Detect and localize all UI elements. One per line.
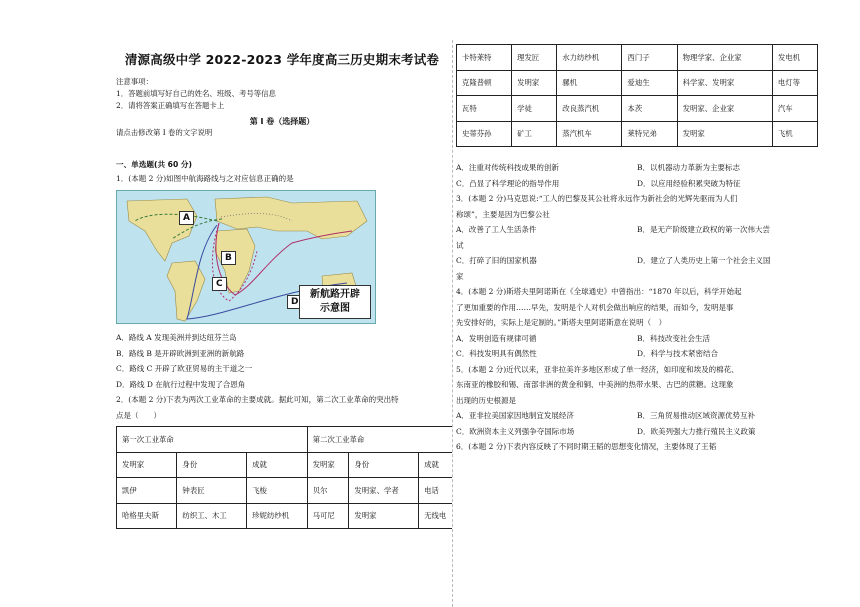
table-row — [457, 45, 818, 71]
table-cell: 蒸汽机车 — [557, 121, 622, 147]
table-cell: 飞机 — [772, 121, 817, 147]
q3-option-b-wrap: 试 — [456, 240, 464, 250]
table-cell: 贝尔 — [307, 478, 349, 504]
table-cell: 发明家 — [512, 70, 557, 96]
table-cell: 马可尼 — [307, 503, 349, 529]
table-cell: 卡特莱特 — [457, 45, 512, 71]
notice-heading: 注意事项： — [116, 77, 153, 86]
q4-options-row2 — [456, 346, 818, 362]
right-column — [456, 44, 818, 455]
q2-table-left — [116, 426, 452, 529]
q4-stem-line1: 4．(本题 2 分)斯塔夫里阿诺斯在《全球通史》中曾指出：“1870 年以后，科学开始起 — [456, 287, 742, 296]
q1-stem: 1．(本题 2 分)如图中航海路线与之对应信息正确的是 — [116, 174, 294, 183]
table-row — [117, 427, 453, 453]
q2-options-row2 — [456, 176, 818, 192]
table-cell: 发明家 — [307, 452, 349, 478]
route-label-c: C — [212, 277, 227, 291]
q2-options-row1 — [456, 160, 818, 176]
q1-option-a: A．路线 A 发现美洲并到达纽芬兰岛 — [116, 333, 237, 342]
q5-option-a: A．亚非拉美国家因地制宜发展经济 — [456, 411, 574, 420]
q1-option-d: D．路线 D 在航行过程中发现了合恩角 — [116, 379, 246, 389]
table-cell: 理发匠 — [512, 45, 557, 71]
table-row — [117, 478, 453, 504]
table-cell: 飞梭 — [247, 478, 307, 504]
table-cell: 成就 — [247, 452, 307, 478]
table-cell: 骡机 — [557, 70, 622, 96]
table-cell: 克隆普顿 — [457, 70, 512, 96]
table-cell: 钟表匠 — [177, 478, 247, 504]
map-title-line2: 示意图 — [320, 303, 350, 314]
table-cell: 哈格里夫斯 — [117, 503, 177, 529]
table-cell: 史蒂芬孙 — [457, 121, 512, 147]
q4-option-a: A．发明创造有规律可循 — [456, 333, 537, 343]
q2-option-b: B．以机器动力革新为主要标志 — [637, 163, 741, 172]
table-cell: 莱特兄弟 — [622, 121, 677, 147]
table-cell: 珍妮纺纱机 — [247, 503, 307, 529]
q3-option-a: A．改善了工人生活条件 — [456, 225, 537, 234]
table-cell: 水力纺纱机 — [557, 45, 622, 71]
table-cell: 凯伊 — [117, 478, 177, 504]
section-note: 请点击修改第 I 卷的文字说明 — [116, 128, 213, 137]
table-row — [457, 70, 818, 96]
table-cell: 汽车 — [772, 96, 817, 122]
q4-option-c: C．科技发明具有偶然性 — [456, 349, 537, 358]
table-cell: 第二次工业革命 — [307, 427, 452, 453]
table-cell: 本茨 — [622, 96, 677, 122]
q5-option-c: C．欧洲资本主义列强争夺国际市场 — [456, 426, 575, 436]
q4-stem-line3: 先安排好的，实际上是定制的。”斯塔夫里阿诺斯意在说明（ ） — [456, 318, 667, 327]
table-cell: 瓦特 — [457, 96, 512, 122]
table-cell: 电灯等 — [772, 70, 817, 96]
q3-option-d-wrap: 家 — [456, 271, 464, 281]
q2-stem-line2: 点是（ ） — [116, 410, 161, 420]
table-cell: 科学家、发明家 — [677, 70, 772, 96]
q5-stem-line2: 东南亚的橡胶和锡、南部非洲的黄金和铜、中美洲的热带水果、古巴的蔗糖。这现象 — [456, 380, 734, 389]
notice-1: 1．答题前填写好自己的姓名、班级、考号等信息 — [116, 89, 276, 98]
route-label-b: B — [221, 251, 236, 265]
q2-table-left-clip — [116, 426, 452, 529]
table-cell: 学徒 — [512, 96, 557, 122]
q5-option-d: D．欧美列强大力推行殖民主义政策 — [637, 426, 756, 436]
table-cell: 发明家 — [117, 452, 177, 478]
q3-option-b: B．是无产阶级建立政权的第一次伟大尝 — [637, 225, 771, 234]
q4-option-d: D．科学与技术紧密结合 — [637, 349, 719, 358]
table-cell: 发明家 — [677, 121, 772, 147]
exam-title: 清源高级中学 2022-2023 学年度高三历史期末考试卷 — [124, 52, 440, 67]
q2-table-right — [456, 44, 818, 147]
table-row — [457, 96, 818, 122]
table-cell: 身份 — [349, 452, 419, 478]
table-cell: 第一次工业革命 — [117, 427, 308, 453]
table-cell: 物理学家、企业家 — [677, 45, 772, 71]
table-row — [457, 121, 818, 147]
table-cell: 发明家、企业家 — [677, 96, 772, 122]
route-label-a: A — [179, 211, 194, 225]
q3-option-d: D．建立了人类历史上第一个社会主义国 — [637, 256, 771, 265]
q5-stem-line1: 5．(本题 2 分)近代以来，亚非拉美许多地区形成了单一经济，如印度和埃及的棉花、 — [456, 364, 739, 374]
table-cell: 纺织工、木工 — [177, 503, 247, 529]
q3-option-c: C．打碎了旧的国家机器 — [456, 256, 537, 265]
table-row — [117, 452, 453, 478]
table-cell: 改良蒸汽机 — [557, 96, 622, 122]
q4-stem-line2: 了更加重要的作用……早先，发明是个人对机会做出响应的结果，而如今，发明是事 — [456, 302, 734, 312]
q3-stem-line1: 3．(本题 2 分)马克思说:“工人的巴黎及其公社将永远作为新社会的光辉先驱而为人们 — [456, 194, 738, 203]
left-column — [116, 50, 448, 529]
q4-options-row1 — [456, 331, 818, 347]
table-cell: 矿工 — [512, 121, 557, 147]
table-row — [117, 503, 453, 529]
q2-option-d: D．以应用经验积累突破为特征 — [637, 178, 741, 188]
q6-stem: 6．(本题 2 分)下表内容反映了不同时期王韬的思想变化情况，主要体现了王韬 — [456, 442, 717, 451]
notice-2: 2．请将答案正确填写在答题卡上 — [116, 101, 225, 110]
q1-option-c: C．路线 C 开辟了欧亚贸易的主干道之一 — [116, 364, 253, 373]
table-cell: 发电机 — [772, 45, 817, 71]
q5-options-row2 — [456, 424, 818, 440]
table-cell: 成就 — [419, 452, 452, 478]
table-cell: 电话 — [419, 478, 452, 504]
table-cell: 身份 — [177, 452, 247, 478]
q1-option-b: B．路线 B 是开辟欧洲到亚洲的新航路 — [116, 348, 245, 358]
q4-option-b: B．科技改变社会生活 — [637, 333, 711, 343]
map-title-line1: 新航路开辟 — [310, 289, 360, 300]
table-cell: 爱迪生 — [622, 70, 677, 96]
q2-stem-line1: 2．(本题 2 分)下表为两次工业革命的主要成就。据此可知，第二次工业革命的突出特 — [116, 395, 399, 404]
q2-option-a: A．注重对传统科技成果的创新 — [456, 163, 559, 172]
q3-stem-line2: 称颂”，主要是因为巴黎公社 — [456, 209, 550, 219]
table-cell: 无线电 — [419, 503, 452, 529]
table-cell: 发明家 — [349, 503, 419, 529]
q3-options-row2 — [456, 253, 818, 269]
map-title — [299, 285, 371, 319]
table-cell: 发明家、学者 — [349, 478, 419, 504]
q5-option-b: B．三角贸易推动区域资源优势互补 — [637, 411, 756, 420]
voyage-map — [116, 190, 376, 324]
q5-stem-line3: 出现的历史根源是 — [456, 395, 516, 405]
section-title: 第 I 卷（选择题） — [249, 117, 315, 126]
page-fold-line — [452, 40, 453, 607]
q2-option-c: C．凸显了科学理论的指导作用 — [456, 178, 560, 188]
route-label-d: D — [287, 295, 302, 309]
q3-options-row1 — [456, 222, 818, 238]
part-heading: 一、单选题(共 60 分) — [116, 160, 192, 169]
table-cell: 西门子 — [622, 45, 677, 71]
q5-options-row1 — [456, 408, 818, 424]
